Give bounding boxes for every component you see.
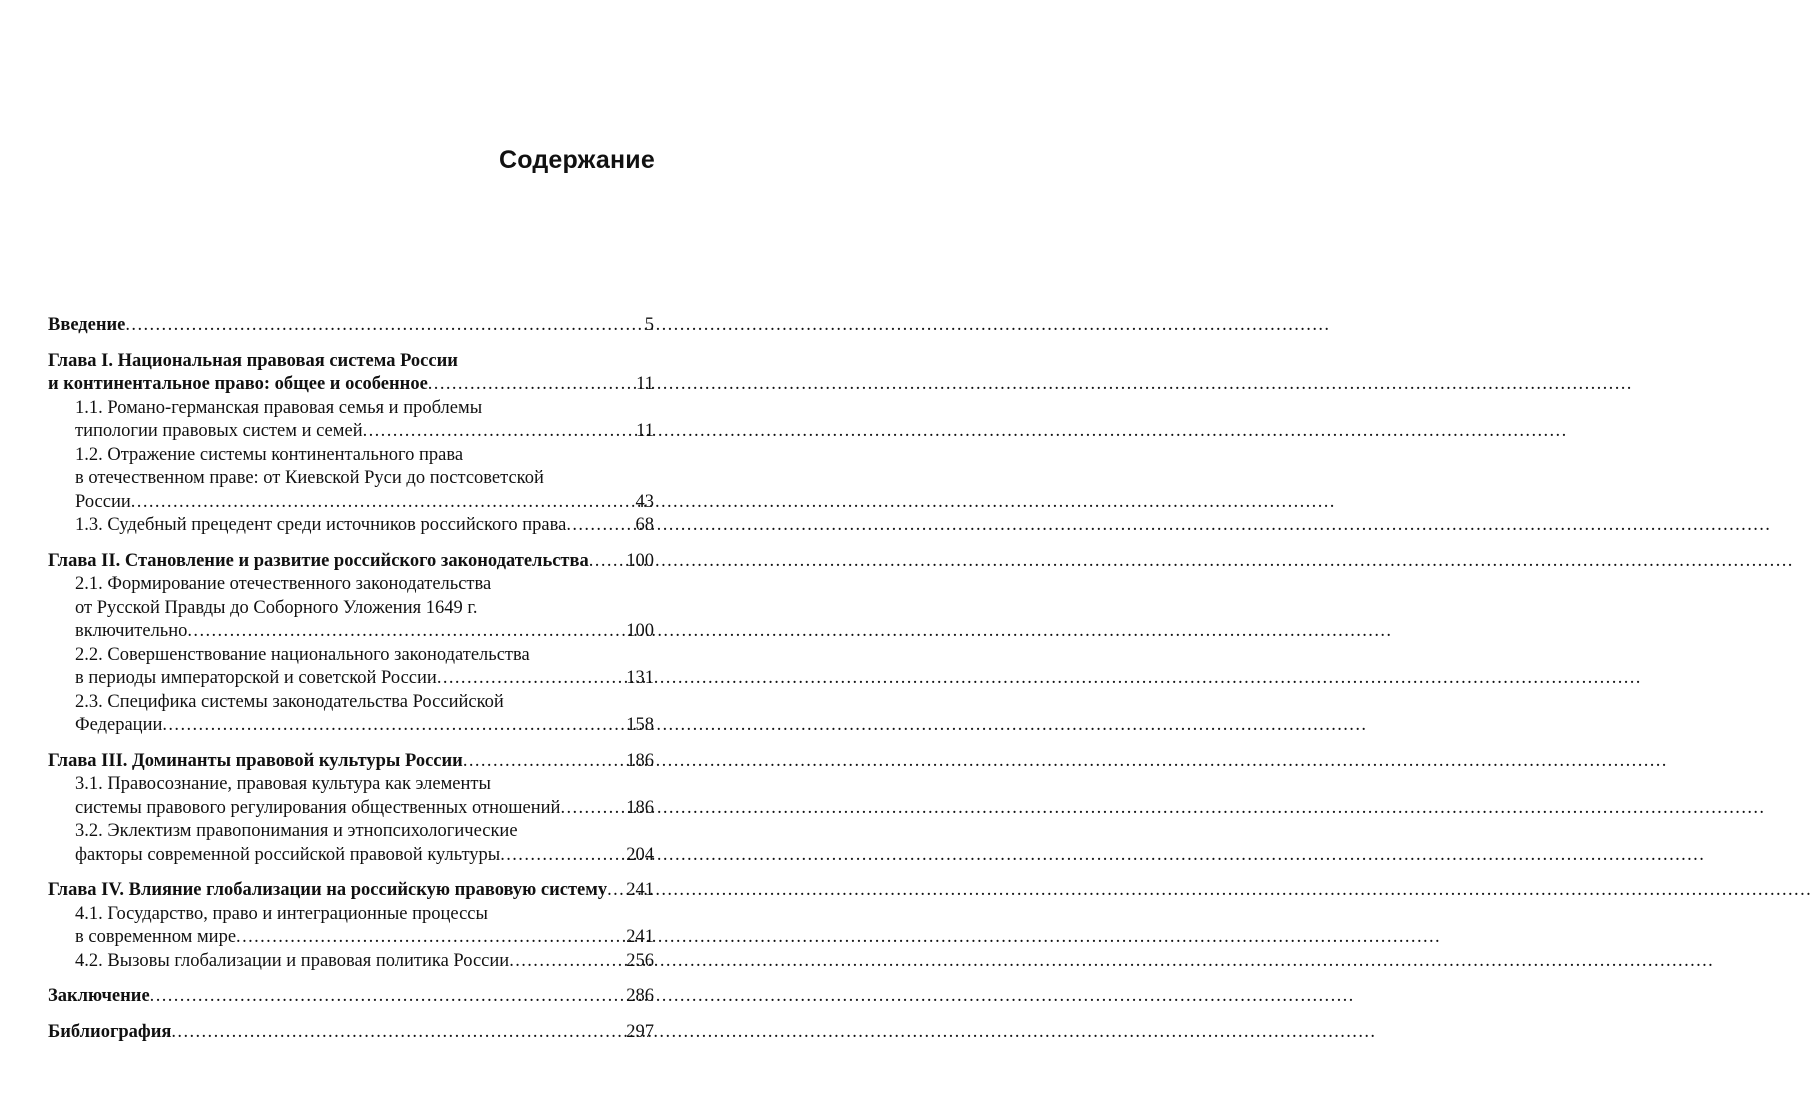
toc-entry-final-line [48, 314, 654, 338]
toc-entry-text-line: 2.3. Специфика системы законодательства Российской [75, 691, 504, 712]
toc-entry-text-line: 3.2. Эклектизм правопонимания и этнопсихологические [75, 821, 518, 841]
toc-dot-leader [162, 714, 625, 738]
toc-dot-leader [437, 667, 625, 691]
toc-entry-text-line: 4.2. Вызовы глобализации и правовая политика России [75, 950, 510, 971]
toc-section-entry[interactable] [48, 820, 654, 867]
toc-section-entry[interactable] [48, 950, 654, 974]
toc-entry-final-line [75, 950, 654, 974]
toc-entry-text-line: и континентальное право: общее и особенное [48, 374, 428, 394]
toc-page-number: 186 [626, 750, 654, 771]
toc-section-entry[interactable] [48, 444, 654, 515]
toc-entry-text-line: 3.1. Правосознание, правовая культура как элементы [75, 774, 491, 794]
toc-section-entry[interactable] [48, 397, 654, 444]
toc-dot-leader [566, 514, 634, 538]
toc-dot-leader [187, 620, 625, 644]
toc-entry-text-line: 1.2. Отражение системы континентального права [75, 444, 464, 465]
toc-entry-text-line: Глава II. Становление и развитие российского законодательства [48, 550, 589, 571]
toc-entry-text-line: системы правового регулирования общественных отношений [75, 797, 561, 818]
toc-dot-leader [131, 491, 635, 515]
toc-page-number: 5 [644, 315, 654, 335]
toc-entry-text-line: Федерации [75, 715, 163, 735]
toc-entry-text-line: Заключение [48, 986, 150, 1006]
toc-entry-text-line: в современном мире [75, 927, 237, 947]
toc-entry-text-line: Библиография [48, 1021, 172, 1042]
toc-chapter-entry[interactable] [48, 550, 654, 574]
toc-section-entry[interactable] [48, 903, 654, 950]
toc-entry-text-line: России [75, 491, 131, 512]
toc-page-number: 11 [636, 374, 654, 394]
toc-entry-final-line [75, 514, 654, 538]
toc-dot-leader [428, 373, 635, 397]
toc-entry-final-line [75, 667, 654, 691]
toc-section-entry[interactable] [48, 691, 654, 738]
toc-dot-leader [236, 926, 625, 950]
toc-entry-text-line: от Русской Правды до Соборного Уложения 1649 г. [75, 597, 478, 618]
toc-dot-leader [363, 420, 636, 444]
toc-section-entry[interactable] [48, 644, 654, 691]
toc-entry-final-line [75, 491, 654, 515]
page-title: Содержание [498, 146, 655, 174]
toc-entry-final-line [75, 714, 654, 738]
toc-page-number: 68 [635, 515, 654, 535]
toc-page-number: 297 [626, 1021, 654, 1042]
toc-chapter-entry[interactable] [48, 1021, 654, 1045]
toc-dot-leader [150, 985, 626, 1009]
toc-chapter-entry[interactable] [48, 314, 654, 338]
toc-page-number: 43 [635, 491, 654, 512]
toc-page-number: 158 [626, 715, 654, 735]
toc-page-number: 256 [626, 950, 654, 971]
toc-chapter-entry[interactable] [48, 985, 654, 1009]
toc-entry-text-line: 2.2. Совершенствование национального законодательства [75, 644, 530, 665]
toc-page-number: 100 [626, 621, 654, 641]
toc-dot-leader [589, 550, 625, 574]
toc-entry-final-line [48, 985, 654, 1009]
toc-page-number: 131 [626, 668, 654, 688]
toc-entry-text-line: включительно [75, 621, 188, 641]
toc-chapter-entry[interactable] [48, 350, 654, 397]
toc-dot-leader [509, 950, 625, 974]
toc-dot-leader [560, 797, 625, 821]
toc-page-number: 186 [626, 797, 654, 818]
toc-entry-text-line: Введение [48, 315, 126, 335]
toc-dot-leader [463, 750, 625, 774]
toc-entry-text-line: в периоды императорской и советской России [75, 668, 437, 688]
toc-dot-leader [500, 844, 625, 868]
toc-entry-final-line [48, 1021, 654, 1045]
toc-entry-text-line: 2.1. Формирование отечественного законодательства [75, 574, 492, 594]
toc-chapter-entry[interactable] [48, 879, 654, 903]
toc-page-number: 241 [626, 880, 654, 900]
toc-entry-final-line [48, 750, 654, 774]
toc-entry-text-line: Глава I. Национальная правовая система России [48, 350, 458, 371]
toc-chapter-entry[interactable] [48, 750, 654, 774]
toc-entry-text-line: 4.1. Государство, право и интеграционные процессы [75, 903, 488, 924]
toc-dot-leader [171, 1021, 625, 1045]
toc-dot-leader [607, 879, 625, 903]
toc-entry-final-line [75, 420, 654, 444]
toc-entry-text-line: типологии правовых систем и семей [75, 421, 363, 441]
toc-entry-final-line [75, 844, 654, 868]
toc-section-entry[interactable] [48, 514, 654, 538]
toc-page-number: 286 [626, 986, 654, 1006]
toc-entry-final-line [48, 879, 654, 903]
toc-dot-leader [125, 314, 643, 338]
table-of-contents [48, 314, 654, 1044]
toc-page-number: 241 [626, 927, 654, 947]
toc-entry-final-line [75, 926, 654, 950]
toc-entry-final-line [48, 373, 654, 397]
toc-page-number: 204 [626, 844, 654, 865]
toc-section-entry[interactable] [48, 773, 654, 820]
toc-entry-text-line: Глава IV. Влияние глобализации на российскую правовую систему [48, 880, 608, 900]
toc-entry-final-line [75, 620, 654, 644]
toc-entry-final-line [48, 550, 654, 574]
toc-entry-text-line: Глава III. Доминанты правовой культуры России [48, 750, 463, 771]
toc-entry-final-line [75, 797, 654, 821]
toc-section-entry[interactable] [48, 573, 654, 644]
toc-entry-text-line: 1.1. Романо-германская правовая семья и проблемы [75, 397, 483, 418]
toc-entry-text-line: факторы современной российской правовой культуры [75, 844, 501, 865]
toc-entry-text-line: 1.3. Судебный прецедент среди источников российского права [75, 515, 567, 535]
toc-entry-text-line: в отечественном праве: от Киевской Руси до постсоветской [75, 468, 544, 488]
toc-page-number: 100 [626, 550, 654, 571]
toc-page-number: 11 [636, 421, 654, 441]
